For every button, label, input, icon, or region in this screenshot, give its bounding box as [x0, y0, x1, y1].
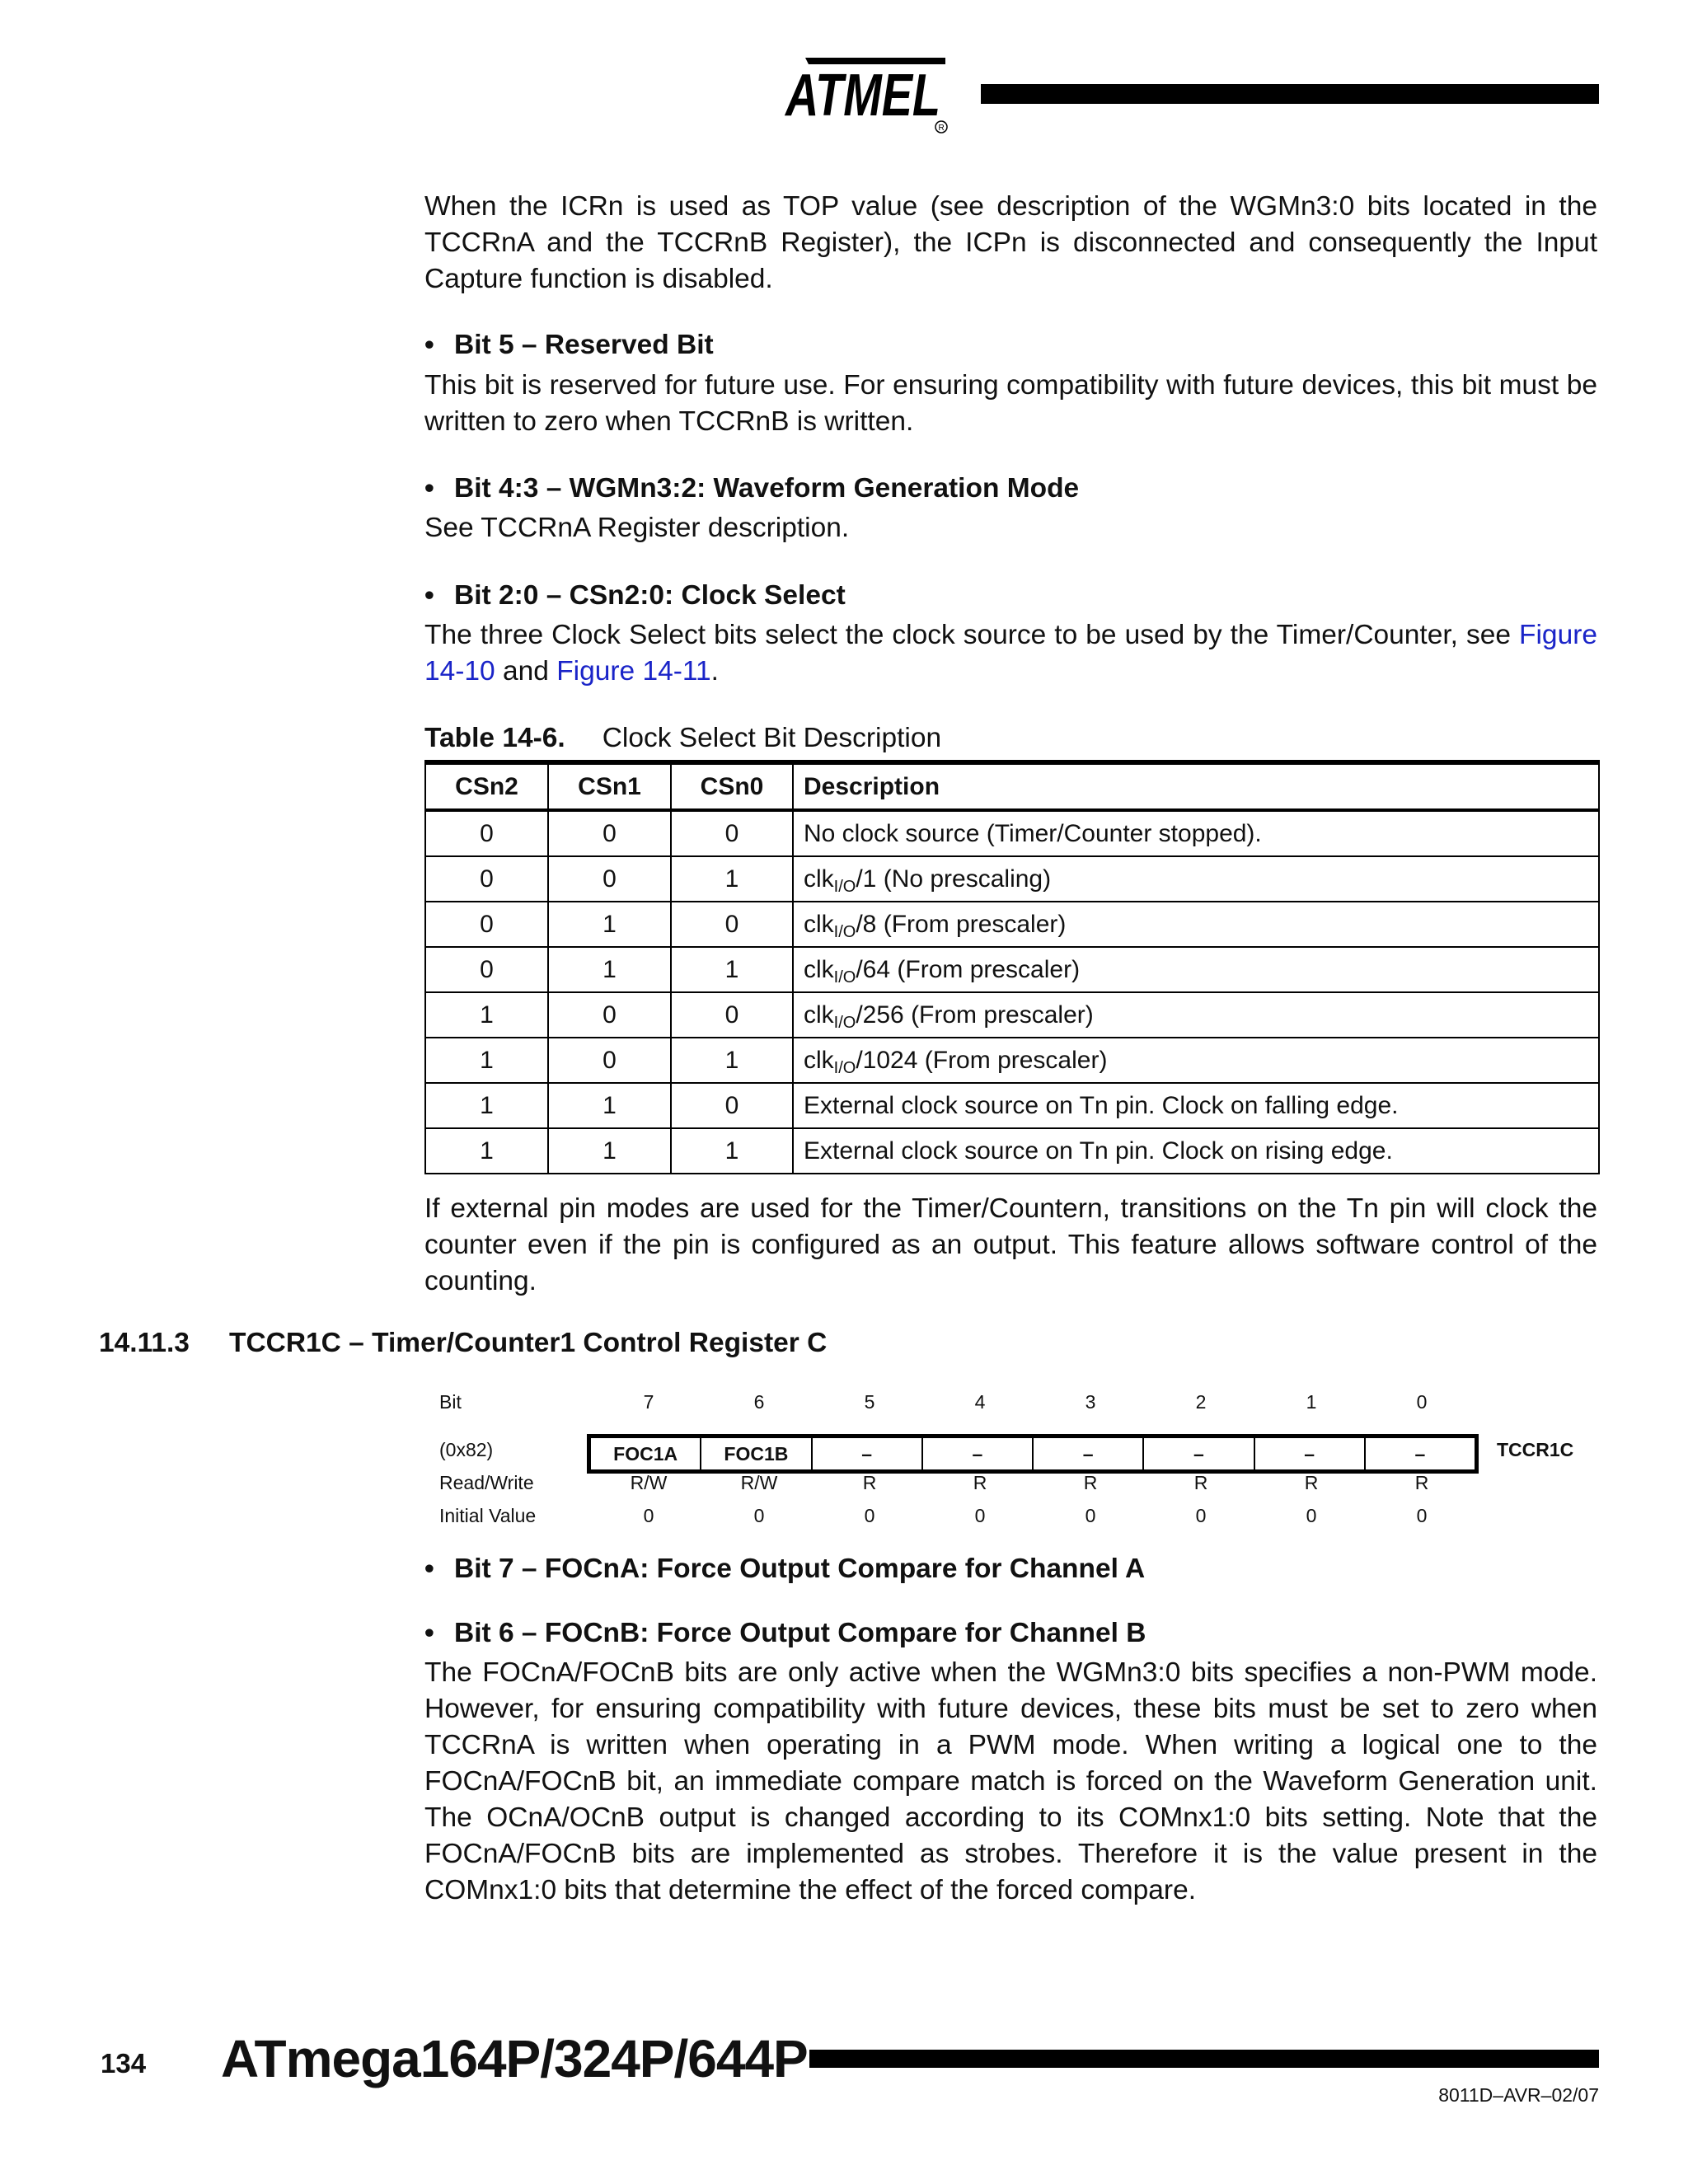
cell-csn1: 0	[548, 856, 671, 902]
bit-number: 5	[864, 1391, 875, 1413]
cell-csn0: 0	[671, 902, 793, 947]
cell-csn1: 0	[548, 1038, 671, 1083]
initial-value: 0	[1306, 1505, 1317, 1526]
bit-number: 1	[1306, 1391, 1317, 1413]
table-row	[425, 992, 1599, 1038]
table-row	[425, 1128, 1599, 1174]
cell-description: clk$_{I/O}$/8 (From prescaler)	[793, 902, 1599, 947]
cell-csn1: 1	[548, 1083, 671, 1128]
register-field: –	[811, 1438, 921, 1469]
cell-csn1: 1	[548, 1128, 671, 1174]
access-value: R/W	[740, 1472, 778, 1493]
bit-number: 7	[643, 1391, 654, 1413]
initial-value: 0	[753, 1505, 765, 1526]
access-value: R	[1414, 1472, 1429, 1493]
register-rw-label: Read/Write	[439, 1472, 534, 1493]
cell-csn0: 0	[671, 992, 793, 1038]
register-address: (0x82)	[439, 1439, 494, 1460]
cell-description: External clock source on Tn pin. Clock on rising edge.	[793, 1128, 1599, 1174]
table-row	[425, 1038, 1599, 1083]
header-description: Description	[793, 762, 1599, 810]
cell-csn2: 1	[425, 992, 548, 1038]
cell-csn0: 1	[671, 1038, 793, 1083]
section-number: 14.11.3	[99, 1328, 190, 1358]
cell-csn0: 1	[671, 947, 793, 992]
bit43-heading: • Bit 4:3 – WGMn3:2: Waveform Generation Mode	[424, 473, 1080, 504]
cell-csn0: 1	[671, 856, 793, 902]
cell-csn1: 1	[548, 902, 671, 947]
header-rule	[981, 84, 1599, 104]
cell-csn1: 0	[548, 992, 671, 1038]
register-initial-label: Initial Value	[439, 1505, 537, 1526]
cell-csn2: 1	[425, 1128, 548, 1174]
figure-14-11-link[interactable]: Figure 14-11	[556, 656, 711, 687]
access-value: R	[862, 1472, 877, 1493]
register-field: FOC1B	[700, 1438, 810, 1469]
bit5-heading: • Bit 5 – Reserved Bit	[424, 330, 714, 360]
table-caption	[424, 720, 941, 757]
register-field: –	[1364, 1438, 1475, 1469]
bit-number: 3	[1085, 1391, 1096, 1413]
bit7-heading: • Bit 7 – FOCnA: Force Output Compare for Channel A	[424, 1554, 1146, 1584]
register-field: –	[1032, 1438, 1142, 1469]
table-caption-title: Clock Select Bit Description	[602, 723, 942, 753]
header-csn0: CSn0	[671, 762, 793, 810]
table-row	[425, 856, 1599, 902]
register-bit-label: Bit	[439, 1391, 462, 1413]
atmel-logo	[781, 51, 952, 137]
bit6-body: The FOCnA/FOCnB bits are only active when the WGMn3:0 bits specifies a non-PWM mode. However, for ensuring compatibility with future devices, these bits must be set to zero when TCCRnA is written when operating in a PWM mode. When writing a logical one to the FOCnA/FOCnB bit, an immediate compare match is forced on the Waveform Generation unit. The OCnA/OCnB output is changed according to its COMnx1:0 bits setting. Note that the FOCnA/FOCnB bits are implemented as strobes. Therefore it is the value present in the COMnx1:0 bits that determine the effect of the forced compare.	[424, 1657, 1597, 1905]
bit5-body: This bit is reserved for future use. For ensuring compatibility with future devices, this bit must be written to zero when TCCRnB is written.	[424, 370, 1597, 437]
bit-number: 2	[1195, 1391, 1207, 1413]
cell-csn2: 0	[425, 947, 548, 992]
initial-value: 0	[1195, 1505, 1207, 1526]
cell-csn0: 0	[671, 1083, 793, 1128]
access-value: R	[1083, 1472, 1098, 1493]
cell-description: External clock source on Tn pin. Clock on falling edge.	[793, 1083, 1599, 1128]
cell-csn1: 1	[548, 947, 671, 992]
clock-select-table	[424, 760, 1600, 1174]
access-value: R	[1304, 1472, 1319, 1493]
cell-csn0: 1	[671, 1128, 793, 1174]
table-row	[425, 1083, 1599, 1128]
access-value: R	[1193, 1472, 1208, 1493]
cell-description: clk$_{I/O}$/1024 (From prescaler)	[793, 1038, 1599, 1083]
register-name: TCCR1C	[1497, 1439, 1574, 1460]
initial-value: 0	[974, 1505, 986, 1526]
initial-value: 0	[1416, 1505, 1428, 1526]
bit20-heading: • Bit 2:0 – CSn2:0: Clock Select	[424, 580, 846, 611]
footer-rule	[809, 2050, 1599, 2068]
cell-description: No clock source (Timer/Counter stopped).	[793, 810, 1599, 856]
cell-csn2: 1	[425, 1083, 548, 1128]
cell-description: clk$_{I/O}$/1 (No prescaling)	[793, 856, 1599, 902]
bit6-heading: • Bit 6 – FOCnB: Force Output Compare for Channel B	[424, 1618, 1146, 1648]
register-field: –	[921, 1438, 1032, 1469]
cell-description: clk$_{I/O}$/64 (From prescaler)	[793, 947, 1599, 992]
cell-csn2: 0	[425, 902, 548, 947]
product-title: ATmega164P/324P/644P	[221, 2029, 808, 2088]
table-caption-label: Table 14-6.	[424, 723, 565, 753]
bit43-body: See TCCRnA Register description.	[424, 513, 850, 543]
register-fields	[587, 1434, 1479, 1474]
cell-csn2: 0	[425, 810, 548, 856]
bit-number: 0	[1416, 1391, 1428, 1413]
page-number: 134	[101, 2048, 147, 2079]
cell-csn2: 0	[425, 856, 548, 902]
bit-number: 4	[974, 1391, 986, 1413]
external-pin-paragraph: If external pin modes are used for the Timer/Countern, transitions on the Tn pin will clock the counter even if the pin is configured as an output. This feature allows software control of the counting.	[424, 1193, 1597, 1296]
initial-value: 0	[643, 1505, 654, 1526]
cell-csn1: 0	[548, 810, 671, 856]
table-row	[425, 902, 1599, 947]
section-title: TCCR1C – Timer/Counter1 Control Register C	[229, 1328, 828, 1358]
access-value: R	[973, 1472, 987, 1493]
bit-number: 6	[753, 1391, 765, 1413]
initial-value: 0	[864, 1505, 875, 1526]
cell-description: clk$_{I/O}$/256 (From prescaler)	[793, 992, 1599, 1038]
table-row	[425, 947, 1599, 992]
initial-value: 0	[1085, 1505, 1096, 1526]
table-header-row	[425, 762, 1599, 810]
register-field: FOC1A	[613, 1443, 678, 1465]
table-row	[425, 810, 1599, 856]
figure-14-10-link[interactable]: Figure 14-10	[424, 620, 1597, 687]
intro-paragraph: When the ICRn is used as TOP value (see description of the WGMn3:0 bits located in the TCCRnA and the TCCRnB Register), the ICPn is disconnected and consequently the Input Capture function is disabled.	[424, 191, 1597, 294]
register-field: –	[1254, 1438, 1364, 1469]
svg-text:R: R	[938, 124, 945, 133]
cell-csn0: 0	[671, 810, 793, 856]
document-code: 8011D–AVR–02/07	[1438, 2084, 1599, 2106]
cell-csn2: 1	[425, 1038, 548, 1083]
register-field: –	[1142, 1438, 1253, 1469]
atmel-logo-text: ATMEL	[784, 63, 940, 129]
access-value: R/W	[630, 1472, 668, 1493]
bit20-body: The three Clock Select bits select the clock source to be used by the Timer/Counter, see Figure 14-10 and Figure 14-11.	[424, 620, 1597, 687]
header-csn1: CSn1	[548, 762, 671, 810]
header-csn2: CSn2	[425, 762, 548, 810]
